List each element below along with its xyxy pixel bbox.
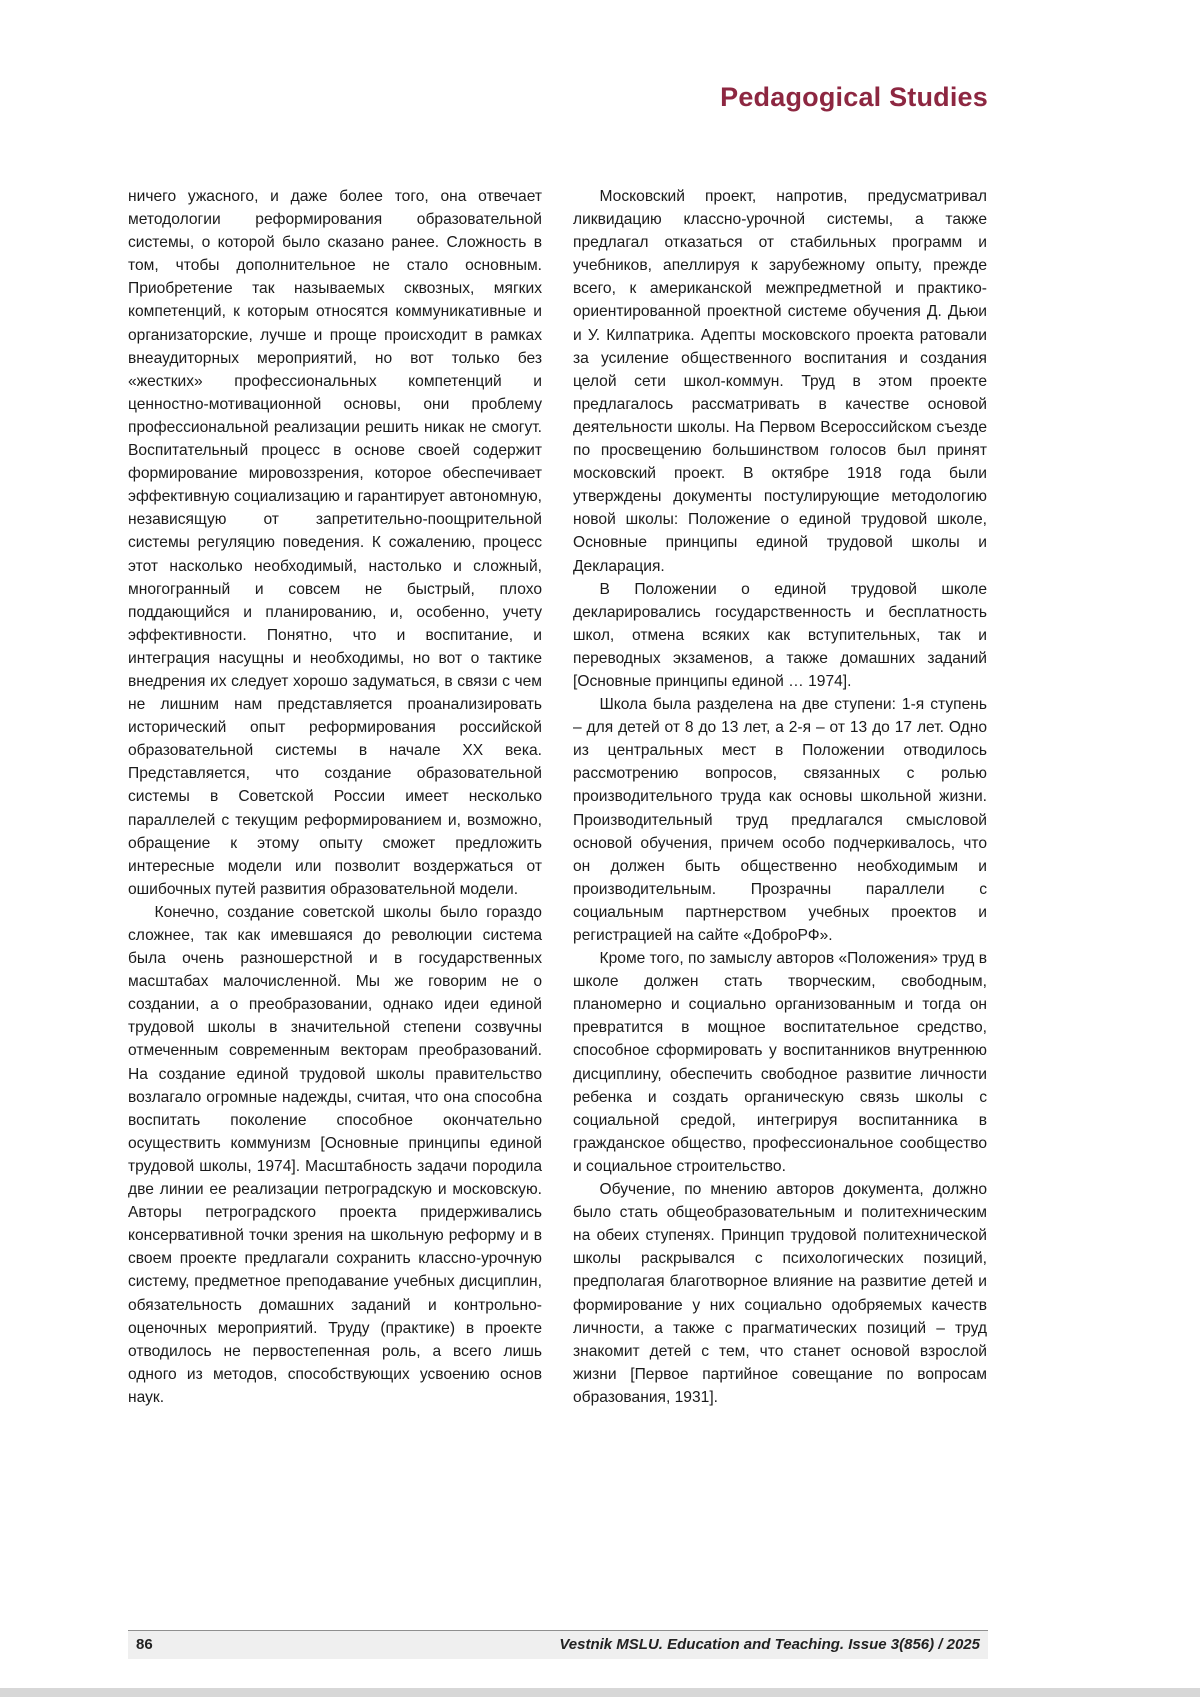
left-column [128,185,542,1409]
journal-info: Vestnik MSLU. Education and Teaching. Issue 3(856) / 2025 [559,1636,980,1653]
right-column [573,185,987,1409]
page-header [128,0,988,182]
paragraph: Обучение, по мнению авторов документа, должно было стать общеобразовательным и политехническим на обеих ступенях. Принцип трудовой политехнической школы раскрывался с психологических позиций, предполагая благотворное влияние на развитие детей и формирование у них социально одобряемых качеств личности, а также с прагматических позиций – труд знакомит детей с тем, что станет основой взрослой жизни [Первое партийное совещание по вопросам образования, 1931]. [573,1181,987,1406]
paragraph: ничего ужасного, и даже более того, она отвечает методологии реформирования образовательной системы, о которой было сказано ранее. Сложность в том, чтобы дополнительное не стало основным. Приобретение так называемых сквозных, мягких компетенций, к которым относятся коммуникативные и организаторские, лучше и проще происходит в рамках внеаудиторных мероприятий, но вот только без «жестких» профессиональных компетенций и ценностно-мотивационной основы, они проблему профессиональной реализации решить никак не смогут. Воспитательный процесс в основе своей содержит формирование мировоззрения, которое обеспечивает эффективную социализацию и гарантирует автономную, независящую от запретительно-поощрительной системы регуляцию поведения. К сожалению, процесс этот насколько необходимый, настолько и сложный, многогранный и совсем не быстрый, плохо поддающийся и планированию, и, особенно, учету эффективности. Понятно, что и воспитание, и интеграция насущны и необходимы, но вот о тактике внедрения их следует хорошо задуматься, в связи с чем не лишним нам представляется проанализировать исторический опыт реформирования российской образовательной системы в начале XX века. Представляется, что создание образовательной системы в Советской России имеет несколько параллелей с текущим реформированием и, возможно, обращение к этому опыту сможет предложить интересные модели или позволит воздержаться от ошибочных путей развития образовательной модели. [128,188,542,898]
paragraph: Конечно, создание советской школы было гораздо сложнее, так как имевшаяся до революции система была очень разношерстной и в государственных масштабах малочисленной. Мы же говорим не о создании, а о преобразовании, однако идеи единой трудовой школы в значительной степени созвучны отмеченным современным векторам преобразований. На создание единой трудовой школы правительство возлагало огромные надежды, считая, что она способна воспитать поколение способное окончательно осуществить коммунизм [Основные принципы единой трудовой школы, 1974]. Масштабность задачи породила две линии ее реализации петроградскую и московскую. Авторы петроградского проекта придерживались консервативной точки зрения на школьную реформу и в своем проекте предлагали сохранить классно-урочную систему, предметное преподавание учебных дисциплин, обязательность домашних заданий и контрольно-оценочных мероприятий. Труду (практике) в проекте отводилось не первостепенная роль, а всего лишь одного из методов, способствующих усвоению основ наук. [128,903,542,1406]
paragraph: Кроме того, по замыслу авторов «Положения» труд в школе должен стать творческим, свободным, планомерно и социально организованным и тогда он превратится в мощное воспитательное средство, способное сформировать у воспитанников внутреннюю дисциплину, обеспечить свободное развитие личности ребенка и создать органическую связь школы с социальной средой, интегрируя воспитанника в гражданское общество, профессиональное сообщество и социальное строительство. [573,950,987,1175]
content-area [128,0,988,1409]
paragraph: Московский проект, напротив, предусматривал ликвидацию классно-урочной системы, а также предлагал отказаться от стабильных программ и учебников, апеллируя к зарубежному опыту, прежде всего, к американской межпредметной и практико-ориентированной проектной системе обучения Д. Дьюи и У. Килпатрика. Адепты московского проекта ратовали за усиление общественного воспитания и создания целой сети школ-коммун. Труд в этом проекте предлагалось рассматривать в качестве основой деятельности школы. На Первом Всероссийском съезде по просвещению большинством голосов был принят московский проект. В октябре 1918 года были утверждены документы постулирующие методологию новой школы: Положение о единой трудовой школе, Основные принципы единой трудовой школы и Декларация. [573,188,987,575]
journal-section-title: Pedagogical Studies [720,82,988,112]
scan-edge [0,1688,1200,1697]
page-footer [128,1630,988,1659]
paragraph: В Положении о единой трудовой школе декларировались государственность и бесплатность школ, отмена всяких как вступительных, так и переводных экзаменов, а также домашних заданий [Основные принципы единой … 1974]. [573,580,987,690]
paragraph: Школа была разделена на две ступени: 1-я ступень – для детей от 8 до 13 лет, а 2-я – от 13 до 17 лет. Одно из центральных мест в Положении отводилось рассмотрению вопросов, связанных с ролью производительного труда как основы школьной жизни. Производительный труд предлагался смысловой основой обучения, причем особо подчеркивалось, что он должен быть общественно необходимым и производительным. Прозрачны параллели с социальным партнерством учебных проектов и регистрацией на сайте «ДоброРФ». [573,696,987,944]
article-body [128,185,988,1409]
page-number: 86 [136,1636,153,1653]
